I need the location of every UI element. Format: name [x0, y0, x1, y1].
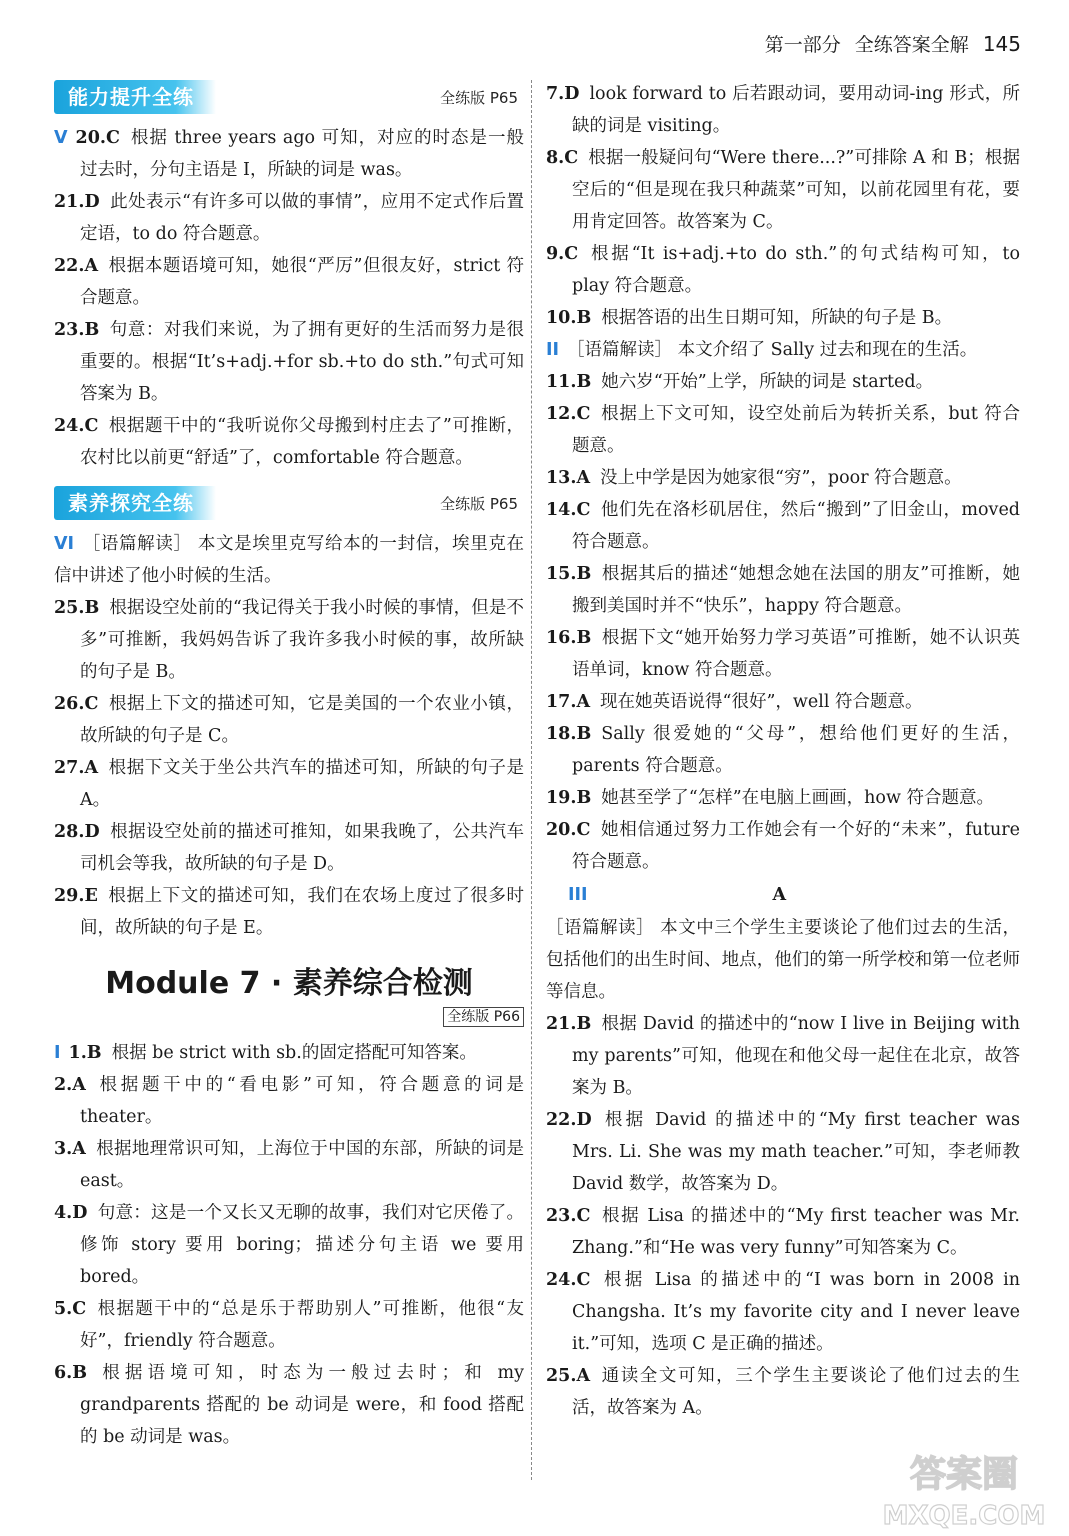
- answer-text: 根据本题语境可知，她很“严厉”但很友好，strict 符合题意。: [80, 256, 524, 308]
- passage-intro-text: ［语篇解读］ 本文介绍了 Sally 过去和现在的生活。: [567, 340, 978, 360]
- answer-text: 根据语境可知，时态为一般过去时；和 my grandparents 搭配的 be 动词是 were，和 food 搭配的 be 动词是 was。: [80, 1363, 524, 1447]
- left-column: [54, 70, 524, 1453]
- answer-text: 此处表示“有许多可以做的事情”，应用不定式作后置定语，to do 符合题意。: [80, 192, 524, 244]
- part-heading: [546, 878, 1020, 912]
- answer-text: 根据上下文可知，设空处前后为转折关系，but 符合题意。: [572, 404, 1020, 456]
- roman-numeral: I: [54, 1043, 61, 1063]
- section-bar-ability: [54, 78, 524, 116]
- answer-item: [546, 1360, 1020, 1424]
- answer-number: 25.B: [54, 598, 100, 618]
- page-number: 145: [982, 32, 1021, 56]
- answer-number: 20.C: [75, 128, 120, 148]
- answer-text: 没上中学是因为她家很“穷”，poor 符合题意。: [600, 468, 962, 488]
- answer-text: 根据其后的描述“她想念她在法国的朋友”可推断，她搬到美国时并不“快乐”，happy 符合题意。: [572, 564, 1020, 616]
- answer-number: 28.D: [54, 822, 100, 842]
- answer-number: 12.C: [546, 404, 591, 424]
- answer-item: [546, 462, 1020, 494]
- answer-item: [546, 622, 1020, 686]
- answer-text: 根据一般疑问句“Were there...?”可排除 A 和 B；根据空后的“但是现在我只种蔬菜”可知，以前花园里有花，要用肯定回答。故答案为 C。: [572, 148, 1020, 232]
- answer-text: 根据 Lisa 的描述中的“I was born in 2008 in Changsha. It’s my favorite city and I never leave it.”可知，选项 C 是正确的描述。: [572, 1270, 1020, 1354]
- answer-number: 19.B: [546, 788, 592, 808]
- answer-text: 根据答语的出生日期可知，所缺的句子是 B。: [601, 308, 953, 328]
- answer-text: 根据题干中的“我听说你父母搬到村庄去了”可推断，农村比以前更“舒适”了，comfortable 符合题意。: [80, 416, 524, 468]
- section-tag: 能力提升全练: [54, 80, 216, 114]
- answer-item: [546, 78, 1020, 142]
- answer-item: [546, 238, 1020, 302]
- answer-number: 3.A: [54, 1139, 86, 1159]
- answer-text: 根据“It is+adj.+to do sth.”的句式结构可知，to play 符合题意。: [572, 244, 1020, 296]
- answer-item: [546, 494, 1020, 558]
- roman-numeral: VI: [54, 534, 75, 554]
- answer-text: Sally 很爱她的“父母”，想给他们更好的生活，parents 符合题意。: [572, 724, 1020, 776]
- answer-text: 根据设空处前的描述可推知，如果我晚了，公共汽车司机会等我，故所缺的句子是 D。: [80, 822, 524, 874]
- answer-number: 13.A: [546, 468, 591, 488]
- answer-number: 14.C: [546, 500, 591, 520]
- answer-number: 16.B: [546, 628, 592, 648]
- watermark-line1: 答案圈: [909, 1454, 1019, 1495]
- roman-numeral: V: [54, 128, 68, 148]
- answer-text: look forward to 后若跟动词，要用动词-ing 形式，所缺的词是 visiting。: [572, 84, 1020, 136]
- answer-text: 根据 three years ago 可知，对应的时态是一般过去时，分句主语是 I，所缺的词是 was。: [80, 128, 524, 180]
- answer-number: 5.C: [54, 1299, 87, 1319]
- answer-item: [54, 1069, 524, 1133]
- answer-item: [546, 366, 1020, 398]
- roman-numeral: III: [568, 885, 588, 905]
- answer-item: [54, 122, 524, 186]
- passage-intro: [546, 334, 1020, 366]
- answer-text: 她相信通过努力工作她会有一个好的“未来”，future 符合题意。: [572, 820, 1020, 872]
- watermark-line2: MXQE.COM: [882, 1501, 1046, 1531]
- section-bar-literacy: [54, 484, 524, 522]
- answer-number: 9.C: [546, 244, 579, 264]
- answer-number: 20.C: [546, 820, 591, 840]
- answer-number: 27.A: [54, 758, 99, 778]
- answer-number: 22.D: [546, 1110, 592, 1130]
- column-divider: [531, 80, 532, 1480]
- answer-item: [54, 410, 524, 474]
- header-part: 第一部分: [764, 34, 841, 56]
- answer-number: 8.C: [546, 148, 579, 168]
- roman-numeral: II: [546, 340, 560, 360]
- section-tag: 素养探究全练: [54, 486, 216, 520]
- answer-number: 10.B: [546, 308, 592, 328]
- answer-text: 根据 David 的描述中的“My first teacher was Mrs. Li. She was my math teacher.”可知，李老师教 David 数学，故答案为 D。: [572, 1110, 1020, 1194]
- module-ref-row: [54, 1006, 524, 1027]
- passage-intro: ［语篇解读］ 本文中三个学生主要谈论了他们过去的生活，包括他们的出生时间、地点，他们的第一所学校和第一位老师等信息。: [546, 918, 1020, 1002]
- answer-text: 通读全文可知，三个学生主要谈论了他们过去的生活，故答案为 A。: [572, 1366, 1020, 1418]
- answer-number: 6.B: [54, 1363, 88, 1383]
- right-column: [546, 78, 1020, 1424]
- header-title: 全练答案全解: [854, 34, 969, 56]
- answer-number: 21.B: [546, 1014, 592, 1034]
- answer-item: [546, 398, 1020, 462]
- answer-number: 1.B: [68, 1043, 102, 1063]
- passage-letter: A: [772, 885, 787, 905]
- answer-text: 根据上下文的描述可知，我们在农场上度过了很多时间，故所缺的句子是 E。: [80, 886, 524, 938]
- answer-item: [54, 1357, 524, 1453]
- answer-item: [54, 592, 524, 688]
- answer-text: 根据 be strict with sb.的固定搭配可知答案。: [111, 1043, 477, 1063]
- answer-text: 根据上下文的描述可知，它是美国的一个农业小镇，故所缺的句子是 C。: [80, 694, 524, 746]
- answer-number: 11.B: [546, 372, 592, 392]
- answer-text: 根据地理常识可知，上海位于中国的东部，所缺的词是 east。: [80, 1139, 524, 1191]
- answer-item: [546, 142, 1020, 238]
- answer-text: 句意：这是一个又长又无聊的故事，我们对它厌倦了。修饰 story 要用 boring；描述分句主语 we 要用 bored。: [80, 1203, 524, 1287]
- answer-number: 22.A: [54, 256, 99, 276]
- answer-number: 24.C: [54, 416, 99, 436]
- answer-number: 15.B: [546, 564, 592, 584]
- answer-number: 2.A: [54, 1075, 86, 1095]
- answer-item: [546, 814, 1020, 878]
- answer-text: 句意：对我们来说，为了拥有更好的生活而努力是很重要的。根据“It’s+adj.+for sb.+to do sth.”句式可知答案为 B。: [80, 320, 524, 404]
- answer-text: 现在她英语说得“很好”，well 符合题意。: [600, 692, 923, 712]
- answer-item: [54, 250, 524, 314]
- module-ref: 全练版 P66: [443, 1007, 524, 1027]
- answer-number: 23.B: [54, 320, 100, 340]
- answer-item: [546, 1008, 1020, 1104]
- answer-text: 他们先在洛杉矶居住，然后“搬到”了旧金山，moved 符合题意。: [572, 500, 1020, 552]
- answer-item: [546, 558, 1020, 622]
- answer-number: 4.D: [54, 1203, 88, 1223]
- answer-number: 17.A: [546, 692, 591, 712]
- answer-item: [54, 816, 524, 880]
- answer-number: 18.B: [546, 724, 592, 744]
- passage-intro-text: ［语篇解读］ 本文是埃里克写给本的一封信，埃里克在信中讲述了他小时候的生活。: [54, 534, 524, 586]
- module-title: Module 7 · 素养综合检测: [105, 966, 473, 1001]
- answer-item: [54, 688, 524, 752]
- answer-text: 根据题干中的“看电影”可知，符合题意的词是 theater。: [80, 1075, 524, 1127]
- answer-item: [546, 1104, 1020, 1200]
- passage-intro: [54, 528, 524, 592]
- answer-text: 她六岁“开始”上学，所缺的词是 started。: [601, 372, 934, 392]
- answer-item: [54, 314, 524, 410]
- answer-item: [54, 186, 524, 250]
- answer-item: [54, 1133, 524, 1197]
- answer-number: 25.A: [546, 1366, 591, 1386]
- answer-item: [546, 1264, 1020, 1360]
- answer-item: [546, 718, 1020, 782]
- answer-item: [54, 1293, 524, 1357]
- answer-number: 26.C: [54, 694, 99, 714]
- answer-number: 21.D: [54, 192, 100, 212]
- answer-item: [546, 686, 1020, 718]
- answer-number: 23.C: [546, 1206, 591, 1226]
- answer-number: 24.C: [546, 1270, 591, 1290]
- answer-text: 根据题干中的“总是乐于帮助别人”可推断，他很“友好”，friendly 符合题意。: [80, 1299, 524, 1351]
- answer-text: 她甚至学了“怎样”在电脑上画画，how 符合题意。: [601, 788, 994, 808]
- watermark-logo: [869, 1444, 1059, 1534]
- answer-number: 29.E: [54, 886, 98, 906]
- answer-number: 7.D: [546, 84, 580, 104]
- answer-item: [546, 782, 1020, 814]
- answer-item: [54, 1197, 524, 1293]
- answer-text: 根据 David 的描述中的“now I live in Beijing with my parents”可知，他现在和他父母一起住在北京，故答案为 B。: [572, 1014, 1020, 1098]
- answer-item: [54, 1037, 524, 1069]
- page-header: [765, 30, 1021, 62]
- answer-text: 根据下文“她开始努力学习英语”可推断，她不认识英语单词，know 符合题意。: [572, 628, 1020, 680]
- answer-text: 根据设空处前的“我记得关于我小时候的事情，但是不多”可推断，我妈妈告诉了我许多我小时候的事，故所缺的句子是 B。: [80, 598, 524, 682]
- answer-text: 根据 Lisa 的描述中的“My first teacher was Mr. Zhang.”和“He was very funny”可知答案为 C。: [572, 1206, 1020, 1258]
- answer-item: [546, 302, 1020, 334]
- section-ref: 全练版 P65: [440, 494, 518, 513]
- answer-text: 根据下文关于坐公共汽车的描述可知，所缺的句子是 A。: [80, 758, 524, 810]
- answer-item: [54, 752, 524, 816]
- answer-item: [546, 1200, 1020, 1264]
- answer-item: [54, 880, 524, 944]
- section-ref: 全练版 P65: [440, 88, 518, 107]
